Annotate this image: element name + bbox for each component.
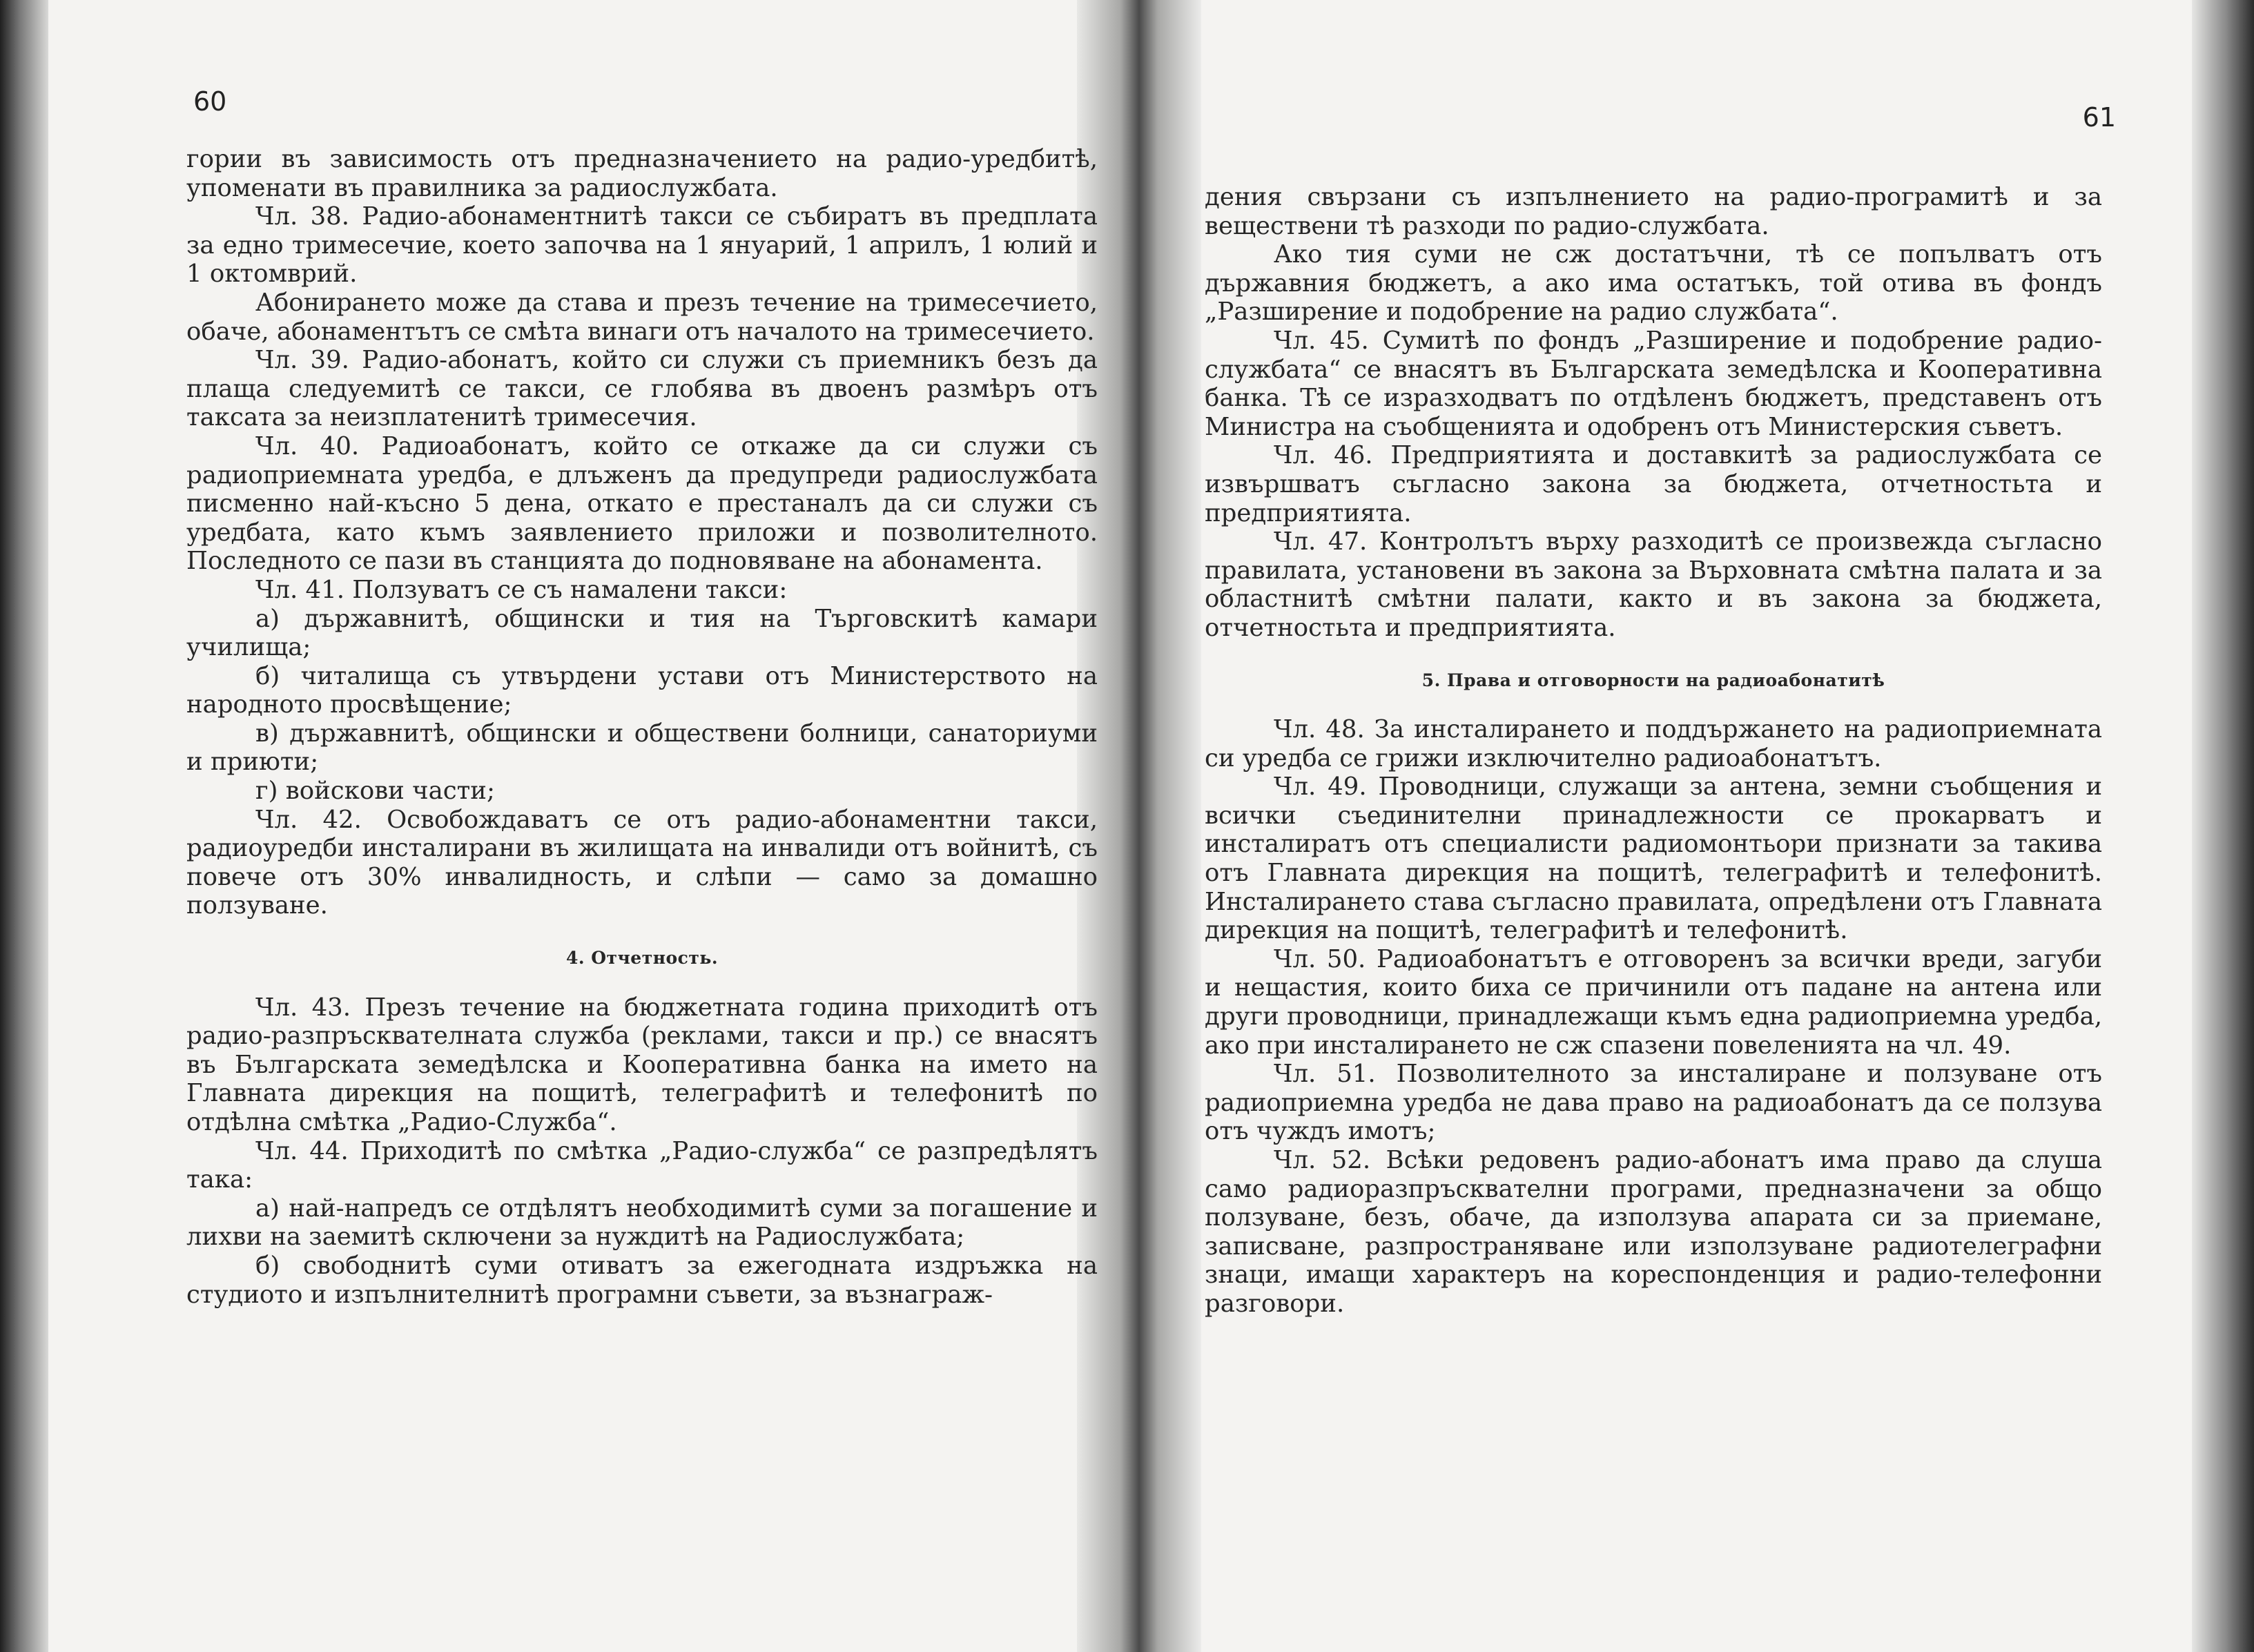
paragraph: Чл. 38. Радио-абонаментнитѣ такси се събиратъ въ предплата за едно тримесечие, което започва на 1 януарий, 1 априлъ, 1 юлий и 1 октомврий.	[186, 202, 1098, 289]
left-page-text	[186, 145, 1098, 1309]
list-item: б) свободнитѣ суми отиватъ за ежегодната издръжка на студиото и изпълнителнитѣ програмни съвети, за възнаграж-	[186, 1251, 1098, 1309]
section-heading: 4. Отчетность.	[565, 948, 719, 969]
list-item: в) държавнитѣ, общински и обществени болници, санаториуми и приюти;	[186, 719, 1098, 777]
list-item: а) държавнитѣ, общински и тия на Търговскитѣ камари училища;	[186, 604, 1098, 662]
paragraph: Абонирането може да става и презъ течение на тримесечието, обаче, абонаментътъ се смѣта винаги отъ началото на тримесечието.	[186, 288, 1098, 346]
right-page-number: 61	[2082, 102, 2116, 133]
list-item: а) най-напредъ се отдѣлятъ необходимитѣ суми за погашение и лихви на заемитѣ сключени за нуждитѣ на Радиослужбата;	[186, 1194, 1098, 1252]
paragraph: Чл. 52. Всѣки редовенъ радио-абонатъ има право да слуша само радиоразпръсквателни програми, предназначени за общо ползуване, безъ, обаче, да използува апарата си за приемане, записване, разпространяване или използуване радиотелеграфни знаци, имащи характеръ на кореспонденция и радио-телефонни разговори.	[1205, 1146, 2102, 1318]
paragraph: Чл. 44. Приходитѣ по смѣтка „Радио-служба“ се разпредѣлятъ така:	[186, 1136, 1098, 1194]
paragraph: Чл. 49. Проводници, служащи за антена, земни съобщения и всички съединителни принадлежности се прокарватъ и инсталиратъ отъ специалисти радиомонтьори признати за такива отъ Главната дирекция на пощитѣ, телеграфитѣ и телефонитѣ. Инсталирането става съгласно правилата, опредѣлени отъ Главната дирекция на пощитѣ, телеграфитѣ и телефонитѣ.	[1205, 772, 2102, 945]
paragraph: Чл. 43. Презъ течение на бюджетната година приходитѣ отъ радио-разпръсквателната служба (реклами, такси и пр.) се внасятъ въ Българската земедѣлска и Кооперативна банка на името на Главната дирекция на пощитѣ, телеграфитѣ и телефонитѣ по отдѣлна смѣтка „Радио-Служба“.	[186, 993, 1098, 1136]
paragraph: дения свързани съ изпълнението на радио-програмитѣ и за веществени тѣ разходи по радио-службата.	[1205, 183, 2102, 240]
right-book-edge	[2192, 0, 2254, 1652]
left-book-edge	[0, 0, 48, 1652]
paragraph: Чл. 39. Радио-абонатъ, който си служи съ приемникъ безъ да плаща следуемитѣ се такси, се глобява въ двоенъ размѣръ отъ таксата за неизплатенитѣ тримесечия.	[186, 346, 1098, 432]
right-page-text	[1205, 183, 2102, 1319]
paragraph: гории въ зависимость отъ предназначението на радио-уредбитѣ, упоменати въ правилника за радиослужбата.	[186, 145, 1098, 202]
paragraph: Чл. 50. Радиоабонатътъ е отговоренъ за всички вреди, загуби и нещастия, които биха се причинили отъ падане на антена или други проводници, принадлежащи къмъ една радиоприемна уредба, ако при инсталирането не сж спазени повеленията на чл. 49.	[1205, 944, 2102, 1060]
paragraph: Чл. 45. Сумитѣ по фондъ „Разширение и подобрение радио-службата“ се внасятъ въ Българската земедѣлска и Кооперативна банка. Тѣ се изразходватъ по отдѣленъ бюджетъ, представенъ отъ Министра на съобщенията и одобренъ отъ Министерския съветъ.	[1205, 326, 2102, 441]
paragraph: Чл. 40. Радиоабонатъ, който се откаже да си служи съ радиоприемната уредба, е длъженъ да предупреди радиослужбата писменно най-късно 5 дена, откато е престаналъ да си служи съ уредбата, като къмъ заявлението приложи и позволителното. Последното се пази въ станцията до подновяване на абонамента.	[186, 431, 1098, 576]
list-item: г) войскови части;	[255, 777, 495, 806]
paragraph: Ако тия суми не сж достатъчни, тѣ се попълватъ отъ държавния бюджетъ, а ако има остатъкъ, той отива въ фондъ „Разширение и подобрение на радио службата“.	[1205, 240, 2102, 327]
paragraph: Чл. 51. Позволителното за инсталиране и ползуване отъ радиоприемна уредба не дава право на радиоабонатъ да се ползува отъ чуждъ имотъ;	[1205, 1060, 2102, 1146]
paragraph: Чл. 41. Ползуватъ се съ намалени такси:	[255, 575, 788, 604]
left-page	[186, 69, 1098, 1574]
paragraph: Чл. 47. Контролътъ върху разходитѣ се произвежда съгласно правилата, установени въ закона за Върховната смѣтна палата и за областнитѣ смѣтни палати, както и въ закона за бюджета, отчетностьта и предприятията.	[1205, 527, 2102, 642]
paragraph: Чл. 42. Освобождаватъ се отъ радио-абонаментни такси, радиоуредби инсталирани въ жилищата на инвалиди отъ войнитѣ, съ повече отъ 30% инвалидность, и слѣпи — само за домашно ползуване.	[186, 805, 1098, 920]
right-page	[1205, 97, 2116, 1546]
section-heading: 5. Права и отговорности на радиоабонатитѣ	[1421, 670, 1885, 690]
paragraph: Чл. 48. За инсталирането и поддържането на радиоприемната си уредба се грижи изключително радиоабонатътъ.	[1205, 715, 2102, 772]
paragraph: Чл. 46. Предприятията и доставкитѣ за радиослужбата се извършватъ съгласно закона за бюджета, отчетностьта и предприятията.	[1205, 441, 2102, 527]
list-item: б) читалища съ утвърдени устави отъ Министерството на народното просвѣщение;	[186, 661, 1098, 719]
left-page-number: 60	[193, 86, 227, 117]
